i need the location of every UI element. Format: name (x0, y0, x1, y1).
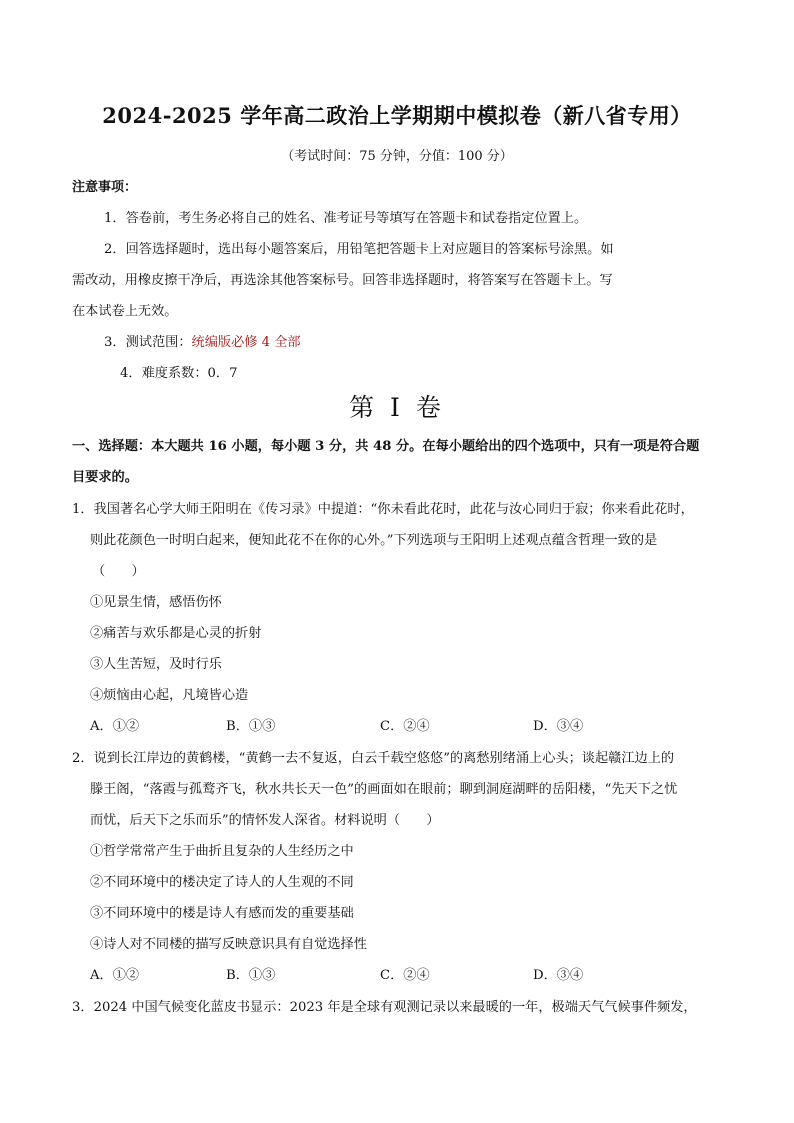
notice-item-2-line-2: 需改动，用橡皮擦干净后，再选涂其他答案标号。回答非选择题时，将答案写在答题卡上。写 (72, 273, 613, 288)
question-1-option-d[interactable]: D．③④ (533, 719, 584, 734)
notice-item-3-value: 统编版必修 4 全部 (191, 335, 301, 350)
notice-item-2-line-3: 在本试卷上无效。 (72, 304, 178, 319)
question-2-statement-2: ②不同环境中的楼决定了诗人的人生观的不同 (90, 875, 354, 890)
question-2-statement-4: ④诗人对不同楼的描写反映意识具有自觉选择性 (90, 937, 367, 952)
question-1-statement-1: ①见景生情，感悟伤怀 (90, 595, 222, 610)
notice-item-3 (104, 331, 301, 350)
exam-subtitle: （考试时间：75 分钟，分值：100 分） (281, 149, 513, 164)
question-2-stem-line-1: 2．说到长江岸边的黄鹤楼，“黄鹤一去不复返，白云千载空悠悠”的离愁别绪涌上心头；谈起赣江边上的 (72, 751, 675, 766)
question-1-option-c[interactable]: C．②④ (380, 719, 430, 734)
question-2-option-d[interactable]: D．③④ (533, 968, 584, 983)
question-2-option-c[interactable]: C．②④ (380, 968, 430, 983)
question-3-stem-line-1: 3．2024 中国气候变化蓝皮书显示：2023 年是全球有观测记录以来最暖的一年，极端天气气候事件频发， (72, 1000, 697, 1015)
section-instruction-line-1: 一、选择题：本大题共 16 小题，每小题 3 分，共 48 分。在每小题给出的四个选项中，只有一项是符合题 (72, 439, 700, 454)
question-1-option-b[interactable]: B．①③ (226, 719, 276, 734)
question-2-statement-3: ③不同环境中的楼是诗人有感而发的重要基础 (90, 906, 354, 921)
exam-title: 2024-2025 学年高二政治上学期期中模拟卷（新八省专用） (102, 103, 692, 128)
question-1-stem-line-2: 则此花颜色一时明白起来，便知此花不在你的心外。”下列选项与王阳明上述观点蕴含哲理一致的是 (90, 533, 658, 548)
question-2-option-a[interactable]: A．①② (90, 968, 140, 983)
notice-item-4: 4．难度系数：0．7 (120, 366, 238, 381)
notice-item-2-line-1: 2．回答选择题时，选出每小题答案后，用铅笔把答题卡上对应题目的答案标号涂黑。如 (104, 242, 614, 257)
question-1-stem-line-1: 1．我国著名心学大师王阳明在《传习录》中提道：“你未看此花时，此花与汝心同归于寂；你来看此花时， (72, 502, 694, 517)
question-1-statement-4: ④烦恼由心起，凡境皆心造 (90, 688, 249, 703)
question-1-statement-3: ③人生苦短，及时行乐 (90, 657, 222, 672)
question-2-stem-line-2: 滕王阁，“落霞与孤鹜齐飞，秋水共长天一色”的画面如在眼前；聊到洞庭湖畔的岳阳楼，“先天下之忧 (90, 782, 678, 797)
question-2-option-b[interactable]: B．①③ (226, 968, 276, 983)
notice-item-3-prefix: 3．测试范围： (104, 335, 192, 350)
section-instruction-line-2: 目要求的。 (72, 470, 138, 485)
question-1-statement-2: ②痛苦与欢乐都是心灵的折射 (90, 626, 262, 641)
notice-item-1: 1．答卷前，考生务必将自己的姓名、准考证号等填写在答题卡和试卷指定位置上。 (104, 211, 588, 226)
question-1-option-a[interactable]: A．①② (90, 719, 140, 734)
question-1-stem-line-3: （ ） (92, 564, 145, 579)
question-2-stem-line-3: 而忧，后天下之乐而乐”的情怀发人深省。材料说明（ ） (90, 813, 440, 828)
section-title: 第 I 卷 (349, 393, 445, 422)
question-2-statement-1: ①哲学常常产生于曲折且复杂的人生经历之中 (90, 844, 354, 859)
notice-heading: 注意事项： (72, 180, 138, 195)
